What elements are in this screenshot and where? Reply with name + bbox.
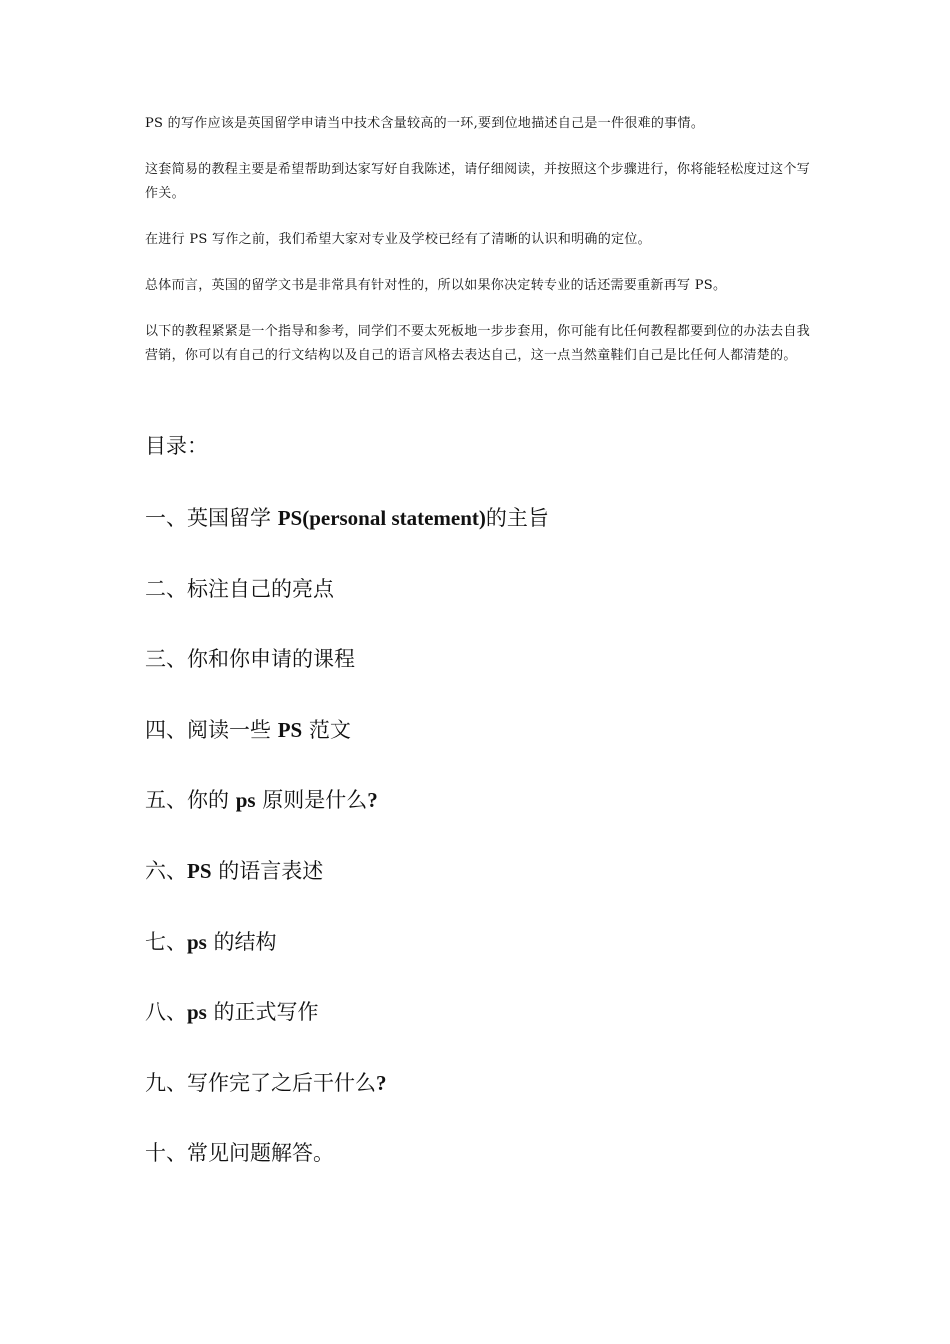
- toc-item-7: [145, 926, 845, 997]
- toc-item-number: 二、: [145, 576, 187, 601]
- toc-item-number: 一、: [145, 506, 187, 530]
- toc-item-6: [145, 855, 845, 926]
- intro-paragraph-3: 在进行 PS 写作之前，我们希望大家对专业及学校已经有了清晰的认识和明确的定位。: [145, 232, 651, 247]
- toc-item-2: [145, 573, 845, 644]
- toc-item-text-tail: 原则是什么: [255, 788, 368, 813]
- toc-item-number: 三、: [145, 647, 187, 672]
- toc-item-number: 七、: [145, 929, 187, 954]
- toc-item-1: [145, 502, 845, 573]
- toc-item-term: PS: [277, 717, 303, 742]
- toc-item-number: 九、: [145, 1070, 187, 1095]
- intro-paragraph-4: 总体而言，英国的留学文书是非常具有针对性的，所以如果你决定转专业的话还需要重新再写 PS。: [145, 278, 727, 293]
- toc-item-term: PS: [187, 858, 212, 883]
- intro-paragraph-1: PS 的写作应该是英国留学申请当中技术含量较高的一环,要到位地描述自己是一件很难的事情。: [145, 116, 705, 131]
- toc-item-text-tail: 的主旨: [485, 506, 549, 530]
- intro-paragraph-2: 这套简易的教程主要是希望帮助到达家写好自我陈述，请仔细阅读，并按照这个步骤进行，你将能轻松度过这个写作关。: [145, 162, 811, 201]
- toc-item-text: 常见问题解答。: [187, 1141, 334, 1166]
- toc-item-3: [145, 643, 845, 714]
- toc-item-5: [145, 784, 845, 855]
- toc-item-text: 阅读一些: [187, 717, 278, 742]
- toc-item-number: 六、: [145, 858, 187, 883]
- toc-title: 目录：: [145, 434, 208, 458]
- toc-item-term: ps: [187, 929, 207, 954]
- toc-item-question-mark: ?: [376, 1070, 387, 1095]
- intro-paragraph-5: 以下的教程紧紧是一个指导和参考，同学们不要太死板地一步步套用，你可能有比任何教程都要到位的办法去自我营销，你可以有自己的行文结构以及自己的语言风格去表达自己，这一点当然童鞋们自己是比任何人都清楚的。: [145, 324, 811, 363]
- toc-item-text: 你和你申请的课程: [187, 647, 355, 672]
- toc-item-4: [145, 714, 845, 785]
- toc-item-number: 五、: [145, 788, 187, 813]
- toc-item-text-tail: 范文: [302, 717, 351, 742]
- toc-item-question-mark: ?: [367, 788, 378, 813]
- toc-item-number: 四、: [145, 717, 187, 742]
- toc-item-8: [145, 996, 845, 1067]
- toc-item-text-tail: 的结构: [206, 929, 277, 954]
- toc-item-text: 写作完了之后干什么: [187, 1070, 376, 1095]
- toc-item-text: 你的: [187, 788, 236, 813]
- toc-item-number: 十、: [145, 1141, 187, 1166]
- toc-item-10: [145, 1137, 845, 1208]
- toc-item-term: ps: [235, 788, 256, 813]
- toc-item-term: PS(personal statement): [277, 506, 486, 530]
- intro-section: [145, 112, 810, 390]
- toc-item-number: 八、: [145, 1000, 187, 1025]
- table-of-contents: [145, 502, 845, 1208]
- toc-item-9: [145, 1067, 845, 1138]
- toc-item-term: ps: [187, 1000, 207, 1025]
- toc-item-text-tail: 的语言表述: [211, 858, 324, 883]
- toc-item-text: 标注自己的亮点: [187, 576, 334, 601]
- toc-item-text-tail: 的正式写作: [206, 1000, 319, 1025]
- toc-item-text: 英国留学: [187, 506, 278, 530]
